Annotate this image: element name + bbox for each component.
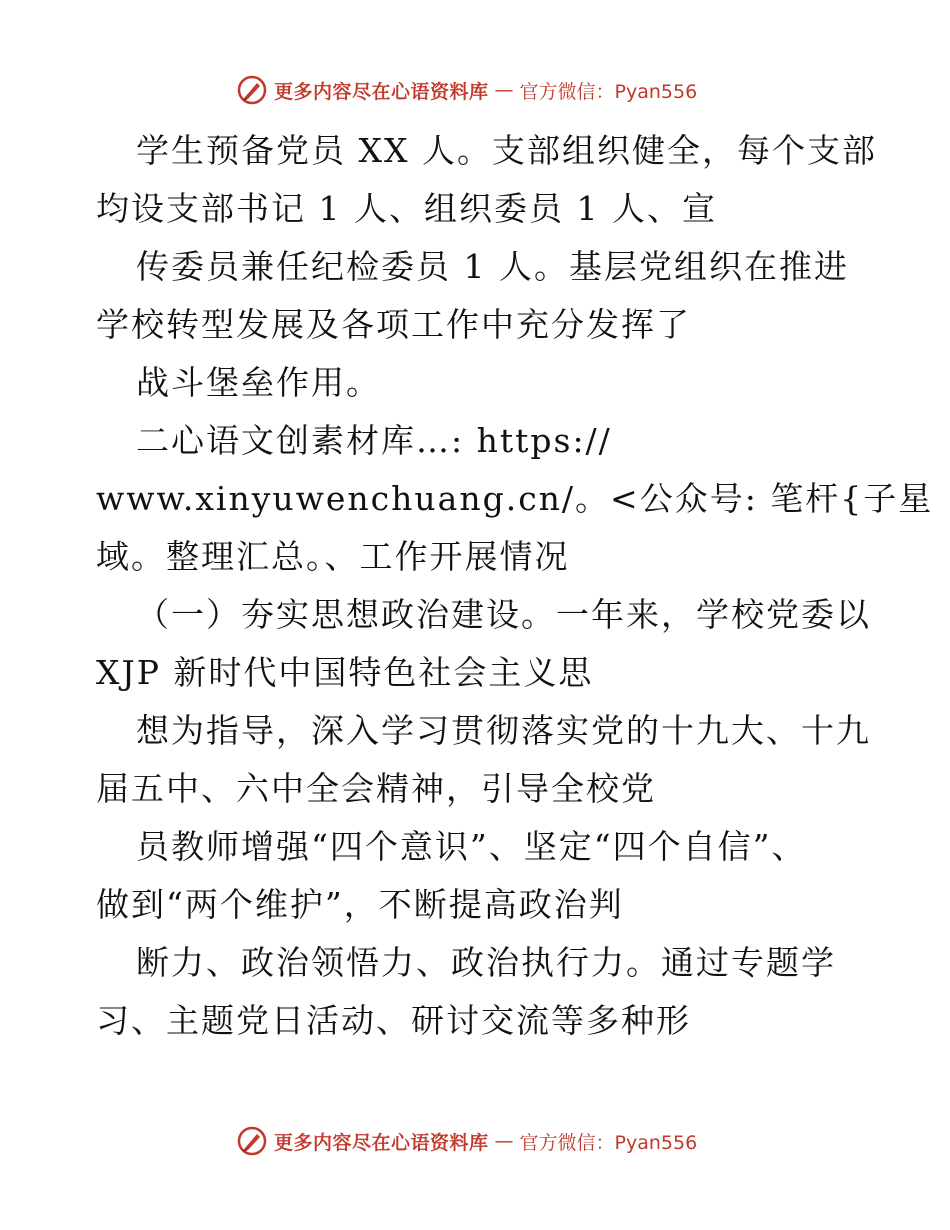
footer-watermark [236,1124,756,1158]
pen-logo-icon [236,74,268,106]
text-line: 传委员兼任纪检委员 1 人。基层党组织在推进 [136,247,849,286]
text-line: 想为指导，深入学习贯彻落实党的十九大、十九 [136,711,871,750]
text-line: （一）夯实思想政治建设。一年来，学校党委以 [136,595,871,634]
text-line: 学校转型发展及各项工作中充分发挥了 [96,305,691,344]
text-line: 做到“两个维护”，不断提高政治判 [96,885,624,924]
watermark-wechat: 官方微信：Pyan556 [519,1131,698,1154]
watermark-separator: — [494,79,514,101]
text-line: XJP 新时代中国特色社会主义思 [96,653,594,692]
text-line: 员教师增强“四个意识”、坚定“四个自信”、 [136,827,807,866]
watermark-text: 更多内容尽在心语资料库 [274,1131,489,1154]
text-line: www.xinyuwenchuang.cn/。<公众号: 笔杆{子星 [96,479,934,518]
text-line: 届五中、六中全会精神，引导全校党 [96,769,656,808]
document-body [96,122,934,1050]
watermark-text: 更多内容尽在心语资料库 [274,80,489,103]
watermark-wechat: 官方微信：Pyan556 [519,80,698,103]
pen-logo-icon [236,1125,268,1157]
text-line: 断力、政治领悟力、政治执行力。通过专题学 [136,943,836,982]
watermark-separator: — [494,1130,514,1152]
text-line: 二心语文创素材库…: https:// [136,421,612,460]
text-line: 域。整理汇总。、工作开展情况 [96,537,570,576]
text-line: 战斗堡垒作用。 [136,363,381,402]
text-line: 均设支部书记 1 人、组织委员 1 人、宣 [96,189,717,228]
header-watermark [236,73,756,107]
text-line: 学生预备党员 XX 人。支部组织健全，每个支部 [136,131,877,170]
text-line: 习、主题党日活动、研讨交流等多种形 [96,1001,691,1040]
